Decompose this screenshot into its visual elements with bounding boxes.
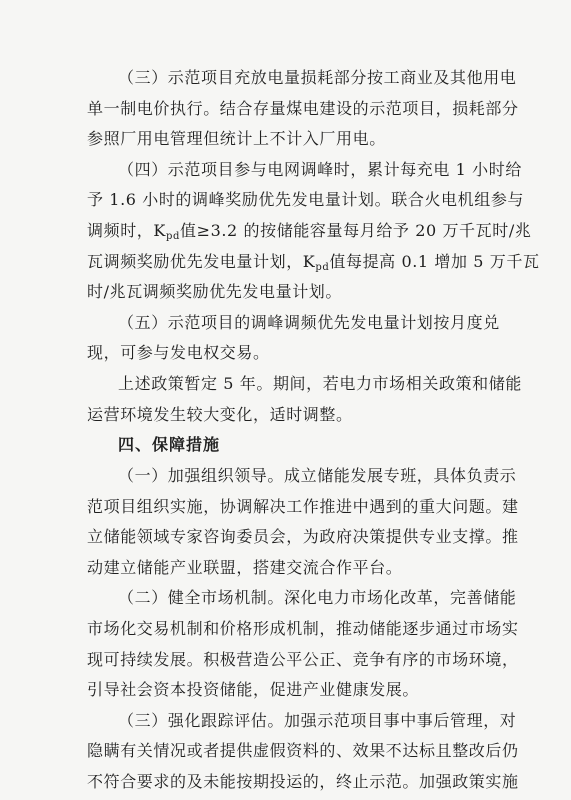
text-line: 时/兆瓦调频奖励优先发电量计划。 (87, 282, 342, 301)
text-fragment: 值每提高 0.1 增加 5 万千瓦 (329, 252, 540, 271)
text-line: 范项目组织实施，协调解决工作推进中遇到的重大问题。建 (87, 497, 519, 516)
text-line: （二）健全市场机制。深化电力市场化改革，完善储能 (118, 588, 517, 607)
text-fragment: 瓦调频奖励优先发电量计划，K (87, 252, 316, 271)
text-line: 动建立储能产业联盟，搭建交流合作平台。 (87, 558, 403, 577)
text-line: 市场化交易机制和价格形成机制，推动储能逐步通过市场实 (87, 619, 519, 638)
text-line: （一）加强组织领导。成立储能发展专班，具体负责示 (118, 466, 517, 485)
text-line-kpd (87, 252, 540, 278)
text-line: （三）强化跟踪评估。加强示范项目事中事后管理，对 (118, 711, 517, 730)
text-line: 运营环境发生较大变化，适时调整。 (87, 405, 353, 424)
text-line: （五）示范项目的调峰调频优先发电量计划按月度兑 (118, 313, 500, 332)
text-line: 予 1.6 小时的调峰奖励优先发电量计划。联合火电机组参与 (87, 190, 525, 209)
text-line: 立储能领域专家咨询委员会，为政府决策提供专业支撑。推 (87, 527, 519, 546)
text-fragment: 值≥3.2 的按储能容量每月给予 20 万千瓦时/兆 (179, 221, 532, 240)
text-line: 单一制电价执行。结合存量煤电建设的示范项目，损耗部分 (87, 99, 519, 118)
text-line: 不符合要求的及未能按期投运的，终止示范。加强政策实施 (87, 772, 519, 791)
text-line: （三）示范项目充放电量损耗部分按工商业及其他用电 (118, 68, 517, 87)
text-line-kpd (87, 221, 531, 247)
text-line: 参照厂用电管理但统计上不计入厂用电。 (87, 129, 386, 148)
text-line: 现可持续发展。积极营造公平公正、竞争有序的市场环境， (87, 650, 519, 669)
k-subscript: pd (315, 262, 330, 273)
k-subscript: pd (165, 231, 180, 242)
text-line: （四）示范项目参与电网调峰时，累计每充电 1 小时给 (118, 160, 522, 179)
text-line: 隐瞒有关情况或者提供虚假资料的、效果不达标且整改后仍 (87, 741, 519, 760)
text-line: 上述政策暂定 5 年。期间，若电力市场相关政策和储能 (118, 374, 522, 393)
text-line: 引导社会资本投资储能，促进产业健康发展。 (87, 680, 420, 699)
section-heading: 四、保障措施 (118, 435, 221, 454)
text-fragment: 调频时，K (87, 221, 166, 240)
text-line: 现，可参与发电权交易。 (87, 343, 270, 362)
